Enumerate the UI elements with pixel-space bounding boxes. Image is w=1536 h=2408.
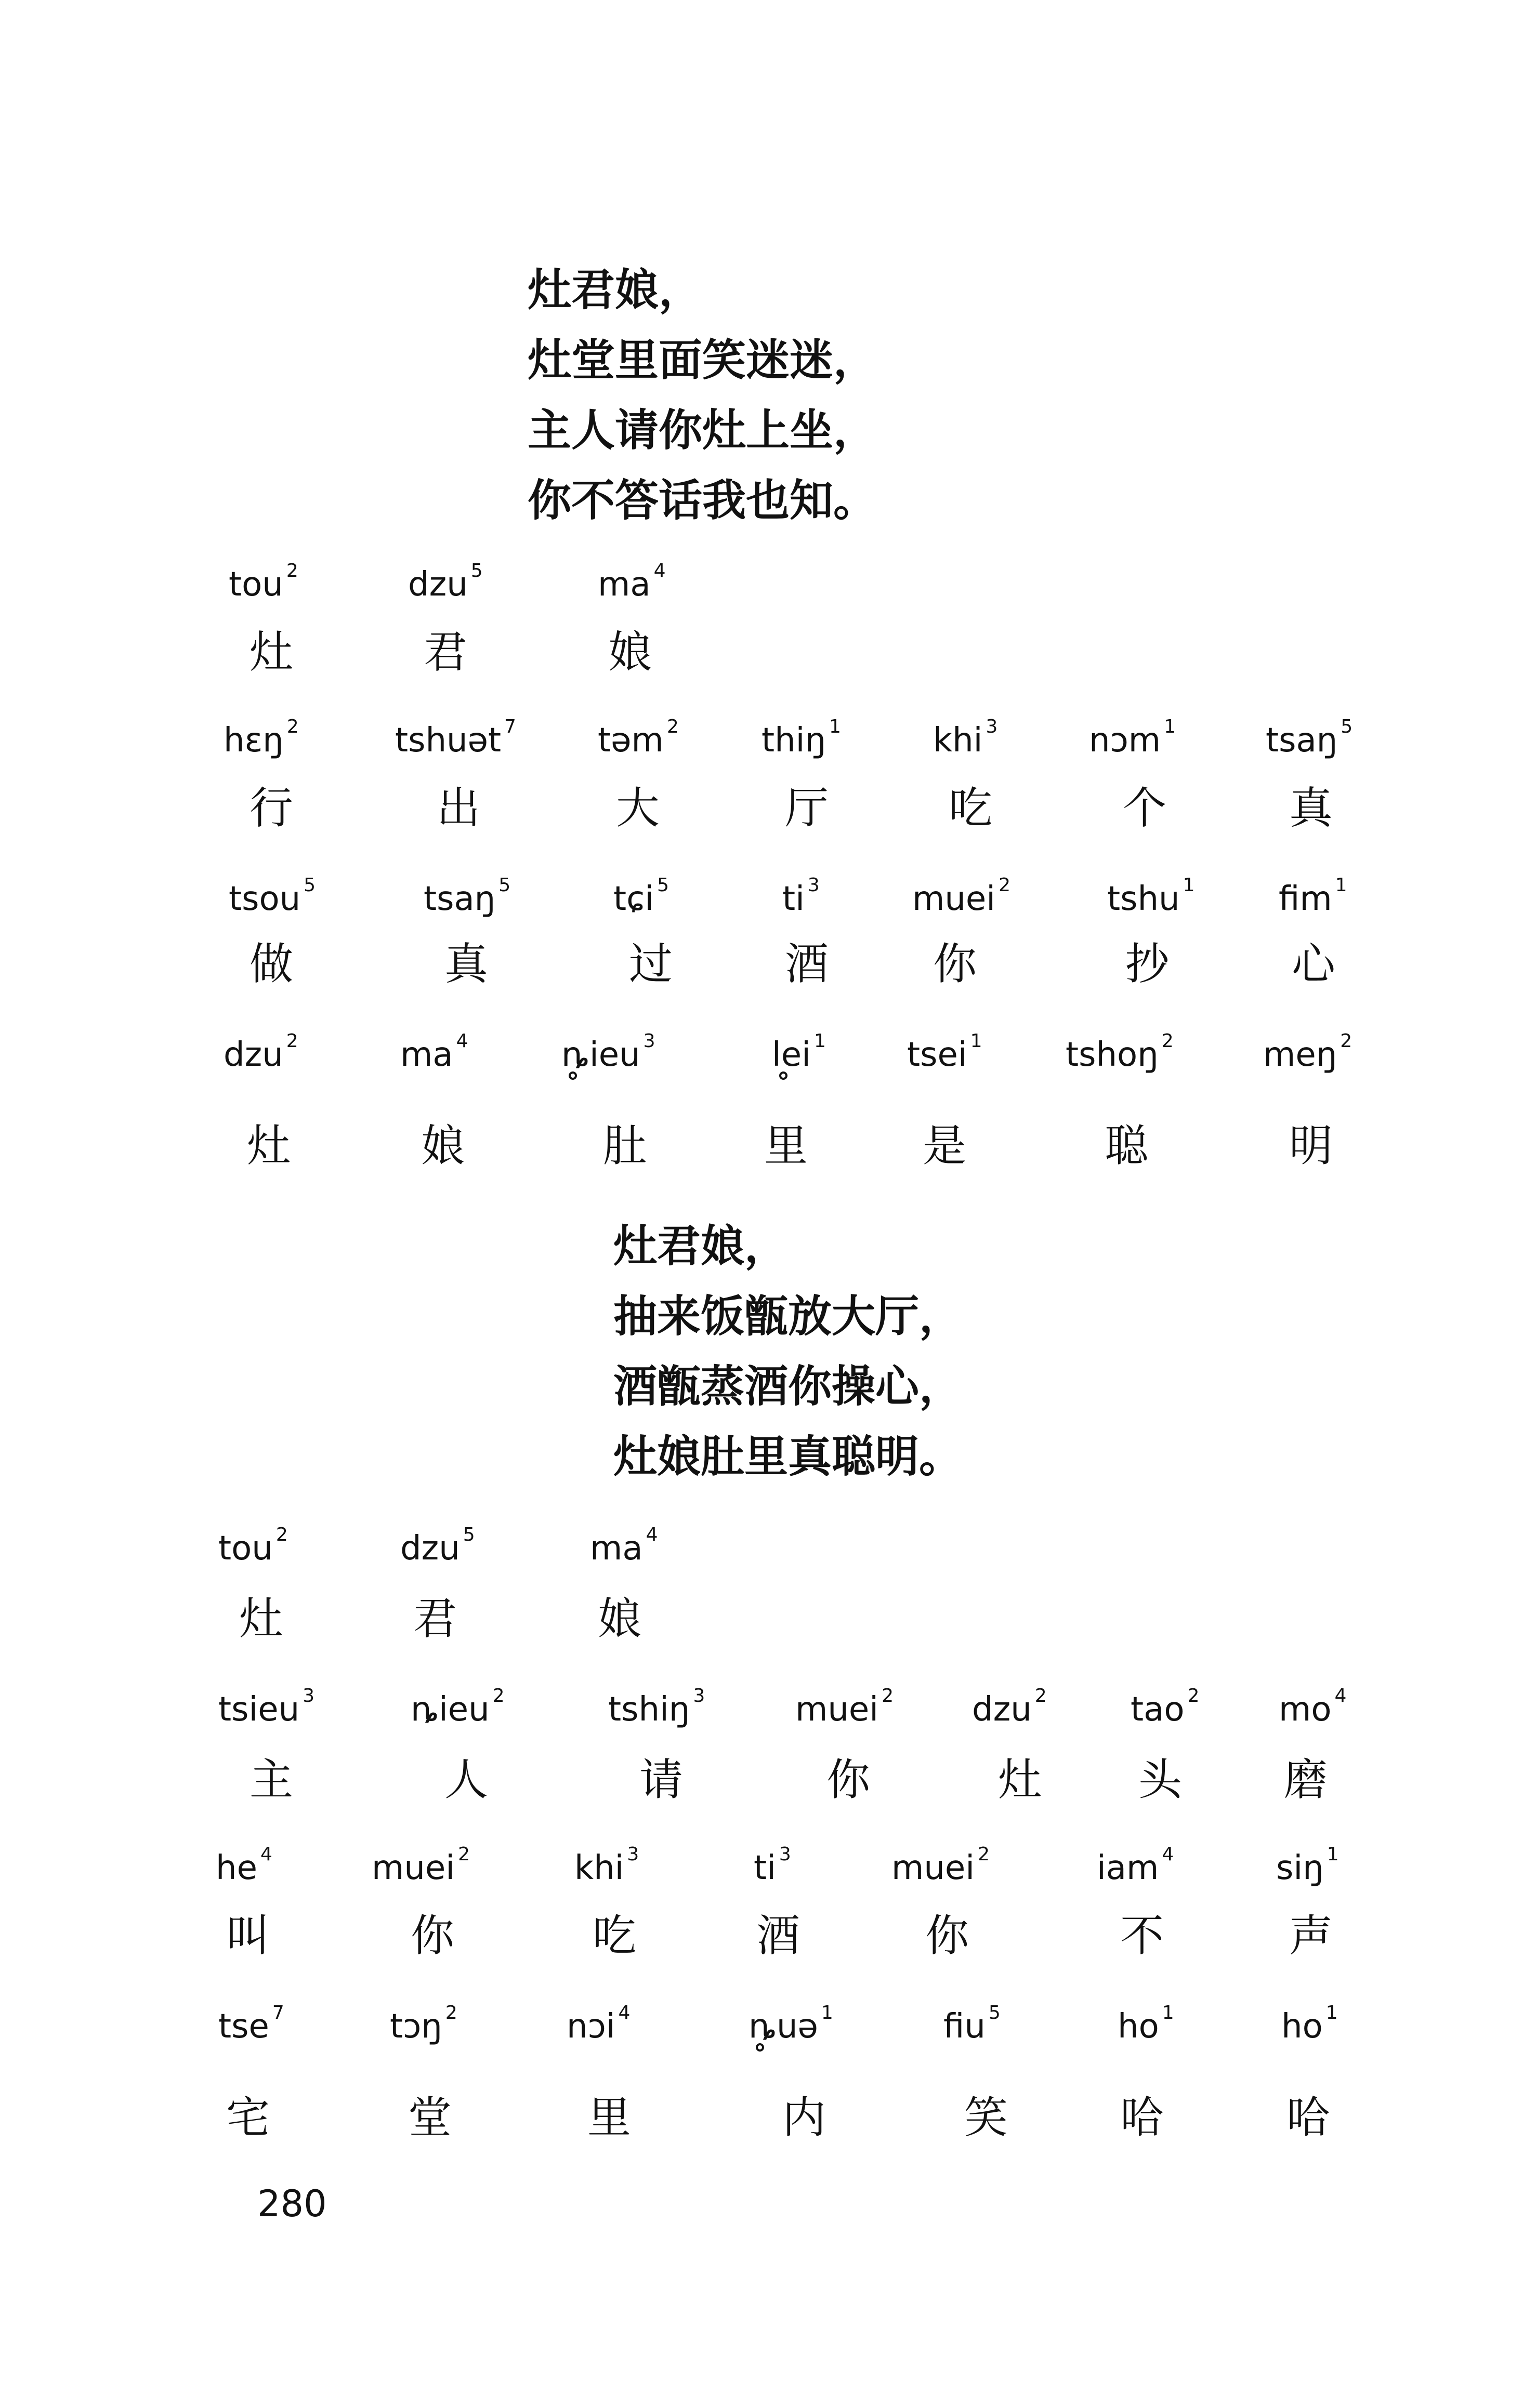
character: 你 — [925, 1910, 969, 1961]
syllabic-mark — [569, 1071, 577, 1080]
character: 娘 — [598, 1593, 642, 1644]
character: 大 — [616, 783, 660, 833]
character: 灶 — [250, 627, 294, 678]
character: 娘 — [608, 627, 652, 678]
character: 里 — [764, 1120, 808, 1171]
syllabic-mark — [779, 1071, 787, 1080]
character: 君 — [413, 1593, 457, 1644]
pron-row — [0, 1684, 1536, 1741]
character: 请 — [639, 1754, 684, 1805]
char-row — [0, 2089, 1536, 2146]
syllable: tsaŋ $^5$ — [1266, 716, 1353, 760]
verse-line: 主人请你灶上坐， — [528, 404, 877, 456]
character: 宅 — [226, 2092, 270, 2143]
character: 里 — [587, 2092, 632, 2143]
syllabic-mark — [756, 2043, 764, 2052]
character: 吃 — [949, 783, 993, 833]
pron-row — [0, 1523, 1536, 1580]
character: 你 — [411, 1910, 455, 1961]
character: 主 — [250, 1754, 294, 1805]
syllable: muei $^2$ — [372, 1844, 470, 1887]
character: 人 — [444, 1754, 489, 1805]
character: 声 — [1289, 1910, 1333, 1961]
syllable: muei $^2$ — [891, 1844, 990, 1887]
character: 灶 — [998, 1754, 1042, 1805]
pron-row — [0, 715, 1536, 772]
syllable: ȵuə $^1$ — [749, 2001, 833, 2058]
syllable: ȵieu $^3$ — [561, 1029, 655, 1086]
pron-row — [0, 1842, 1536, 1899]
character: 灶 — [239, 1593, 283, 1644]
syllable: mo $^4$ — [1279, 1685, 1347, 1729]
syllable: dzu $^5$ — [408, 560, 483, 604]
char-row — [0, 1907, 1536, 1964]
syllable: tshiŋ $^3$ — [608, 1685, 705, 1729]
character: 君 — [424, 627, 468, 678]
syllable: hɛŋ $^2$ — [224, 716, 299, 760]
character: 酒 — [756, 1910, 800, 1961]
syllable: ma $^4$ — [400, 1030, 468, 1074]
character: 聪 — [1105, 1120, 1149, 1171]
syllable: khi $^3$ — [574, 1844, 639, 1887]
verse-line: 灶堂里面笑迷迷， — [528, 334, 877, 386]
syllable: siŋ $^1$ — [1276, 1844, 1339, 1887]
character: 过 — [629, 938, 673, 989]
syllable: tse $^7$ — [218, 2002, 284, 2046]
syllable: ti $^3$ — [754, 1844, 791, 1887]
syllable: tou $^2$ — [229, 560, 298, 604]
character: 厅 — [785, 783, 829, 833]
syllable: ti $^3$ — [782, 875, 820, 918]
character: 明 — [1289, 1120, 1333, 1171]
character: 哈 — [1120, 2092, 1164, 2143]
syllable: ȵieu $^2$ — [411, 1685, 505, 1729]
character: 酒 — [785, 938, 829, 989]
character: 做 — [250, 938, 294, 989]
char-row — [0, 779, 1536, 837]
syllable: ho $^1$ — [1281, 2002, 1338, 2046]
syllable: muei $^2$ — [912, 875, 1010, 918]
character: 灶 — [247, 1120, 291, 1171]
character: 心 — [1292, 938, 1336, 989]
syllable: dzu $^2$ — [224, 1030, 298, 1074]
syllable: tɕi $^5$ — [613, 875, 669, 918]
character: 真 — [444, 938, 489, 989]
character: 哈 — [1286, 2092, 1331, 2143]
character: 是 — [923, 1120, 967, 1171]
character: 内 — [782, 2092, 826, 2143]
verse-line: 酒甑蒸酒你操心， — [613, 1360, 963, 1412]
character: 不 — [1120, 1910, 1164, 1961]
character: 堂 — [408, 2092, 452, 2143]
syllable: ho $^1$ — [1118, 2002, 1174, 2046]
syllable: tɔŋ $^2$ — [390, 2002, 457, 2046]
character: 吃 — [593, 1910, 637, 1961]
character: 个 — [1123, 783, 1167, 833]
verse-2 — [613, 1211, 963, 1491]
character: 叫 — [226, 1910, 270, 1961]
character: 娘 — [421, 1120, 465, 1171]
character: 出 — [437, 783, 481, 833]
syllable: meŋ $^2$ — [1263, 1030, 1353, 1074]
syllable: dzu $^5$ — [400, 1524, 475, 1568]
syllable: tou $^2$ — [218, 1524, 288, 1568]
char-row — [0, 624, 1536, 681]
verse-1 — [528, 255, 877, 535]
syllable: iam $^4$ — [1097, 1844, 1174, 1887]
character: 肚 — [603, 1120, 647, 1171]
syllable: khi $^3$ — [933, 716, 998, 760]
syllable: ma $^4$ — [590, 1524, 658, 1568]
syllable: lei $^1$ — [772, 1029, 826, 1086]
character: 行 — [250, 783, 294, 833]
syllable: tshu $^1$ — [1107, 875, 1195, 918]
pron-row — [0, 559, 1536, 616]
syllable: tsou $^5$ — [229, 875, 316, 918]
syllable: tshoŋ $^2$ — [1066, 1030, 1174, 1074]
syllable: tsaŋ $^5$ — [424, 875, 511, 918]
char-row — [0, 1751, 1536, 1808]
syllable: thiŋ $^1$ — [762, 716, 841, 760]
char-row — [0, 935, 1536, 993]
verse-line: 你不答话我也知。 — [528, 474, 877, 526]
syllable: fim $^1$ — [1279, 875, 1347, 918]
syllable: tsieu $^3$ — [218, 1685, 315, 1729]
verse-line: 灶娘肚里真聪明。 — [613, 1431, 963, 1482]
syllable: fiu $^5$ — [943, 2002, 1001, 2046]
character: 头 — [1138, 1754, 1183, 1805]
syllable: he $^4$ — [216, 1844, 272, 1887]
character: 真 — [1289, 783, 1333, 833]
verse-line: 灶君娘， — [613, 1220, 789, 1272]
character: 磨 — [1284, 1754, 1328, 1805]
verse-line: 抽来饭甑放大厅， — [613, 1290, 963, 1342]
syllable: təm $^2$ — [598, 716, 679, 760]
character: 抄 — [1125, 938, 1170, 989]
verse-line: 灶君娘， — [528, 264, 703, 315]
char-row — [0, 1117, 1536, 1174]
syllable: muei $^2$ — [795, 1685, 894, 1729]
syllable: tshuət $^7$ — [395, 716, 516, 760]
char-row — [0, 1590, 1536, 1647]
character: 你 — [933, 938, 977, 989]
syllable: nɔm $^1$ — [1089, 716, 1176, 760]
syllable: ma $^4$ — [598, 560, 666, 604]
pron-row — [0, 1029, 1536, 1086]
pron-row — [0, 873, 1536, 930]
character: 你 — [826, 1754, 871, 1805]
character: 笑 — [964, 2092, 1008, 2143]
pron-row — [0, 2001, 1536, 2058]
syllable: dzu $^2$ — [972, 1685, 1047, 1729]
syllable: tao $^2$ — [1131, 1685, 1200, 1729]
syllable: tsei $^1$ — [907, 1030, 982, 1074]
syllable: nɔi $^4$ — [567, 2002, 631, 2046]
page-number: 280 — [257, 2182, 327, 2225]
